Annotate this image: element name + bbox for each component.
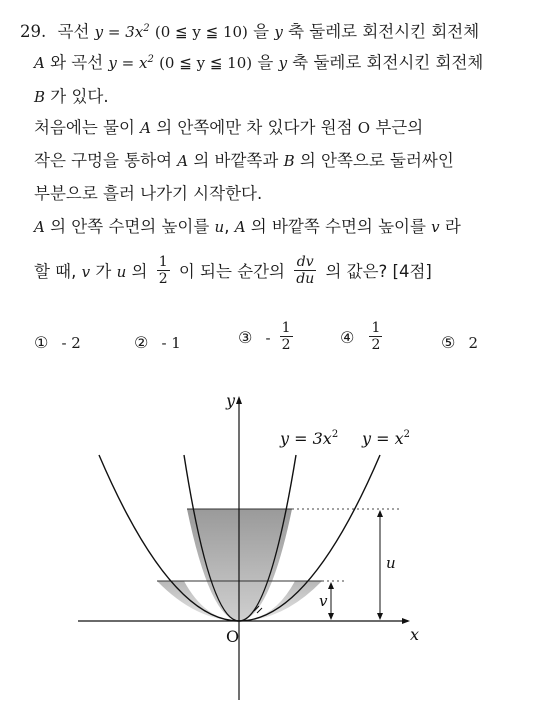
var-A: A (234, 218, 246, 236)
eq-body: y = 3x (94, 23, 144, 41)
text: 축 둘레로 회전시킨 회전체 (292, 53, 484, 72)
text: 축 둘레로 회전시킨 회전체 (288, 22, 480, 41)
eq-body: y = x (108, 54, 148, 72)
var-u: u (214, 218, 225, 236)
text: 부근의 (375, 118, 424, 137)
text: 을 (257, 53, 274, 72)
choice-marker: ② (134, 333, 149, 352)
denominator: 2 (281, 337, 291, 353)
u-arrow-top (377, 510, 383, 517)
curve-steep-label (279, 429, 338, 448)
origin-O: O (357, 119, 371, 137)
choice-value: 2 (468, 334, 478, 352)
choice-marker: ④ (340, 328, 355, 347)
var-B: B (34, 88, 46, 106)
text: 가 (95, 262, 112, 281)
choice-value: - 1 (161, 334, 181, 352)
choice-marker: ① (34, 333, 49, 352)
choice-value: - 2 (61, 334, 81, 352)
comma: , (224, 217, 230, 236)
text: 의 (131, 262, 148, 281)
hole-mark (257, 608, 262, 613)
curve-wide-label (361, 429, 410, 448)
numerator: dv (294, 254, 316, 271)
text: 의 바깥쪽과 (193, 151, 279, 170)
y-axis-arrow (236, 396, 242, 404)
text: 의 바깥쪽 수면의 높이를 (250, 217, 426, 236)
text: 의 안쪽에만 차 있다가 원점 (156, 118, 353, 137)
text: 가 있다. (50, 87, 109, 106)
var-A: A (34, 54, 45, 72)
curve-wide-eq: y = x (362, 429, 404, 448)
text: 을 (253, 22, 270, 41)
choice-marker: ③ (238, 328, 253, 347)
eq-exponent: 2 (147, 54, 154, 65)
v-arrow-bottom (328, 613, 334, 620)
problem-number: 29. (20, 22, 47, 41)
numerator: 1 (281, 320, 291, 336)
text: 작은 구멍을 통하여 (34, 151, 173, 170)
denominator: du (296, 271, 315, 287)
text: 와 곡선 (50, 53, 104, 72)
denominator: 2 (158, 271, 168, 287)
numerator: 1 (158, 254, 168, 270)
x-axis-label: x (410, 625, 420, 644)
choice-value: - (265, 329, 271, 347)
text: 처음에는 물이 (34, 118, 135, 137)
text: 의 값은? [4점] (325, 262, 432, 281)
range: (0 ≦ y ≦ 10) (154, 23, 248, 41)
curve-steep-exp: 2 (331, 429, 339, 440)
text: 부분으로 흘러 나가기 시작한다. (34, 184, 263, 203)
var-y: y (274, 23, 283, 41)
origin-label: O (226, 627, 240, 646)
choice-marker: ⑤ (441, 333, 456, 352)
var-A: A (177, 152, 189, 170)
denominator: 2 (371, 337, 381, 353)
var-A: A (140, 119, 151, 137)
var-A: A (34, 218, 45, 236)
text: 의 안쪽 수면의 높이를 (50, 217, 210, 236)
var-v: v (431, 218, 440, 236)
text: 할 때, (34, 262, 77, 281)
y-axis-label: y (226, 391, 236, 410)
u-arrow-bottom (377, 613, 383, 620)
var-B: B (283, 152, 295, 170)
var-u: u (116, 263, 127, 281)
text: 의 안쪽으로 둘러싸인 (299, 151, 454, 170)
v-label: v (319, 592, 328, 610)
var-v: v (81, 263, 91, 281)
var-y: y (278, 54, 288, 72)
numerator: 1 (371, 320, 381, 336)
range: (0 ≦ y ≦ 10) (159, 54, 253, 72)
text: 라 (444, 217, 461, 236)
text: 이 되는 순간의 (178, 262, 285, 281)
eq-exponent: 2 (143, 23, 150, 34)
curve-steep-eq: y = 3x (280, 429, 332, 448)
u-label: u (386, 554, 396, 572)
text: 곡선 (57, 22, 90, 41)
curve-wide-exp: 2 (403, 429, 411, 440)
x-axis-arrow (402, 618, 410, 624)
v-arrow-top (328, 582, 334, 589)
